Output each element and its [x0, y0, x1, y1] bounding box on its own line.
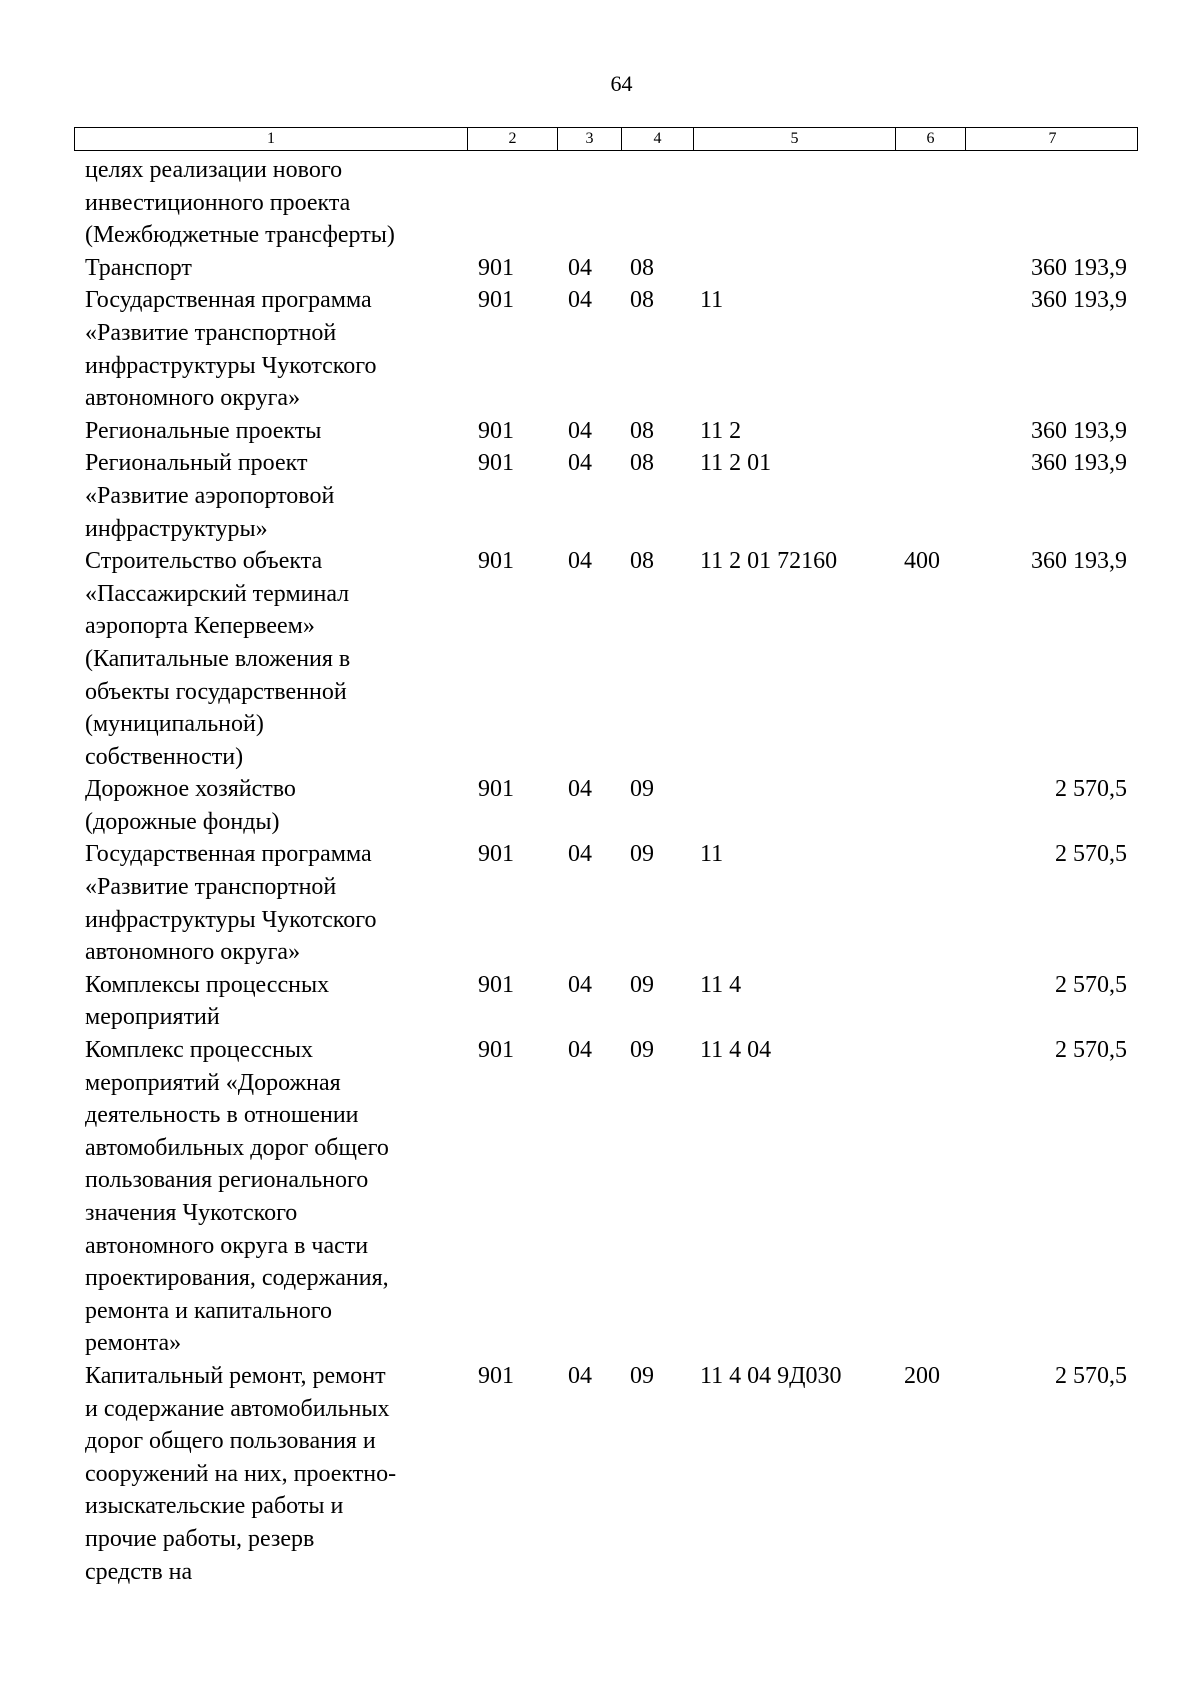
row-grbs: [466, 154, 556, 252]
row-subsection: 09: [630, 1362, 654, 1389]
row-section: 04: [568, 548, 592, 575]
table-row: [74, 1360, 1138, 1588]
row-subsection: 09: [630, 776, 654, 803]
row-name: Строительство объекта «Пассажирский терминал аэропорта Кепервеем» (Капитальные вложения в объекты государственной (муниципальной) собственности): [85, 548, 351, 770]
row-section: 04: [568, 1037, 592, 1064]
row-section: 04: [568, 971, 592, 998]
row-section: [556, 154, 620, 252]
row-amount: 360 193,9: [1031, 287, 1127, 314]
row-target-code: 11 4: [700, 971, 742, 998]
row-subsection: 09: [630, 841, 654, 868]
row-amount: 2 570,5: [1055, 1037, 1127, 1064]
row-target-code: [692, 773, 894, 838]
row-expense-type: [894, 447, 964, 545]
row-section: 04: [568, 417, 592, 444]
row-amount: 360 193,9: [1031, 450, 1127, 477]
row-expense-type: 400: [904, 548, 940, 575]
row-amount: 360 193,9: [1031, 548, 1127, 575]
row-section: 04: [568, 287, 592, 314]
row-section: 04: [568, 1362, 592, 1389]
row-grbs: 901: [478, 417, 514, 444]
table-row: [74, 415, 1138, 448]
row-name: Транспорт: [85, 254, 192, 281]
row-expense-type: [894, 773, 964, 838]
row-grbs: 901: [478, 548, 514, 575]
row-grbs: 901: [478, 254, 514, 281]
row-grbs: 901: [478, 1037, 514, 1064]
row-target-code: 11 2 01 72160: [700, 548, 838, 575]
header-col-2: 2: [467, 128, 557, 150]
row-subsection: 09: [630, 971, 654, 998]
table-header-row: [74, 127, 1138, 151]
row-name: целях реализации нового инвестиционного проекта (Межбюджетные трансферты): [85, 157, 395, 249]
row-subsection: 08: [630, 254, 654, 281]
table-row: [74, 284, 1138, 414]
row-name: Государственная программа «Развитие транспортной инфраструктуры Чукотского автономного округа»: [85, 841, 377, 966]
row-grbs: 901: [478, 1362, 514, 1389]
row-name: Комплексы процессных мероприятий: [85, 971, 330, 1031]
row-grbs: 901: [478, 287, 514, 314]
table-row: [74, 773, 1138, 838]
row-target-code: 11 2: [700, 417, 742, 444]
table-row: [74, 545, 1138, 773]
row-subsection: 09: [630, 1037, 654, 1064]
row-target-code: [692, 252, 894, 285]
row-name: Дорожное хозяйство (дорожные фонды): [85, 776, 296, 835]
row-subsection: 08: [630, 450, 654, 477]
row-name: Комплекс процессных мероприятий «Дорожная деятельность в отношении автомобильных дорог общего пользования регионального значения Чукотского автономного округа в части проектирования, содержания, ремонта и капитального ремонта»: [85, 1037, 389, 1357]
row-amount: 2 570,5: [1055, 841, 1127, 868]
header-col-1: 1: [267, 130, 275, 147]
row-grbs: 901: [478, 450, 514, 477]
row-grbs: 901: [478, 841, 514, 868]
row-amount: 2 570,5: [1055, 1362, 1127, 1389]
row-name: Региональные проекты: [85, 417, 322, 444]
row-section: 04: [568, 776, 592, 803]
row-amount: 2 570,5: [1055, 971, 1127, 998]
header-col-4: 4: [621, 128, 693, 150]
row-name: Региональный проект «Развитие аэропортовой инфраструктуры»: [85, 450, 335, 542]
table-row: [74, 1034, 1138, 1360]
page-number: 64: [610, 71, 633, 96]
row-target-code: 11 4 04: [700, 1037, 772, 1064]
table-row: [74, 252, 1138, 285]
row-subsection: 08: [630, 287, 654, 314]
header-col-3: 3: [557, 128, 621, 150]
row-grbs: 901: [478, 776, 514, 803]
table-row: [74, 969, 1138, 1034]
table-row: [74, 838, 1138, 968]
row-subsection: 08: [630, 548, 654, 575]
row-expense-type: [894, 154, 964, 252]
row-subsection: 08: [630, 417, 654, 444]
row-target-code: 11: [700, 841, 724, 868]
header-col-6: 6: [895, 128, 965, 150]
row-amount: 360 193,9: [1031, 254, 1127, 281]
row-section: 04: [568, 841, 592, 868]
row-amount: [964, 154, 1138, 252]
row-target-code: [692, 154, 894, 252]
row-target-code: 11 2 01: [700, 450, 772, 477]
row-section: 04: [568, 254, 592, 281]
row-target-code: 11: [700, 287, 724, 314]
row-amount: 2 570,5: [1055, 776, 1127, 803]
row-name: Государственная программа «Развитие транспортной инфраструктуры Чукотского автономного округа»: [85, 287, 377, 412]
row-expense-type: [894, 838, 964, 968]
row-expense-type: [894, 969, 964, 1034]
row-name: Капитальный ремонт, ремонт и содержание автомобильных дорог общего пользования и сооружений на них, проектно- изыскательские работы и прочие работы, резерв средств на: [85, 1362, 397, 1585]
table-row: [74, 154, 1138, 252]
row-expense-type: 200: [904, 1362, 940, 1389]
row-amount: 360 193,9: [1031, 417, 1127, 444]
row-subsection: [620, 154, 692, 252]
row-expense-type: [894, 1034, 964, 1360]
header-col-5: 5: [693, 128, 895, 150]
header-col-7: 7: [965, 128, 1139, 150]
table-body: [74, 154, 1138, 1588]
table-row: [74, 447, 1138, 545]
row-target-code: 11 4 04 9Д030: [700, 1362, 842, 1389]
row-expense-type: [894, 284, 964, 414]
row-expense-type: [894, 415, 964, 448]
row-section: 04: [568, 450, 592, 477]
row-grbs: 901: [478, 971, 514, 998]
row-expense-type: [894, 252, 964, 285]
